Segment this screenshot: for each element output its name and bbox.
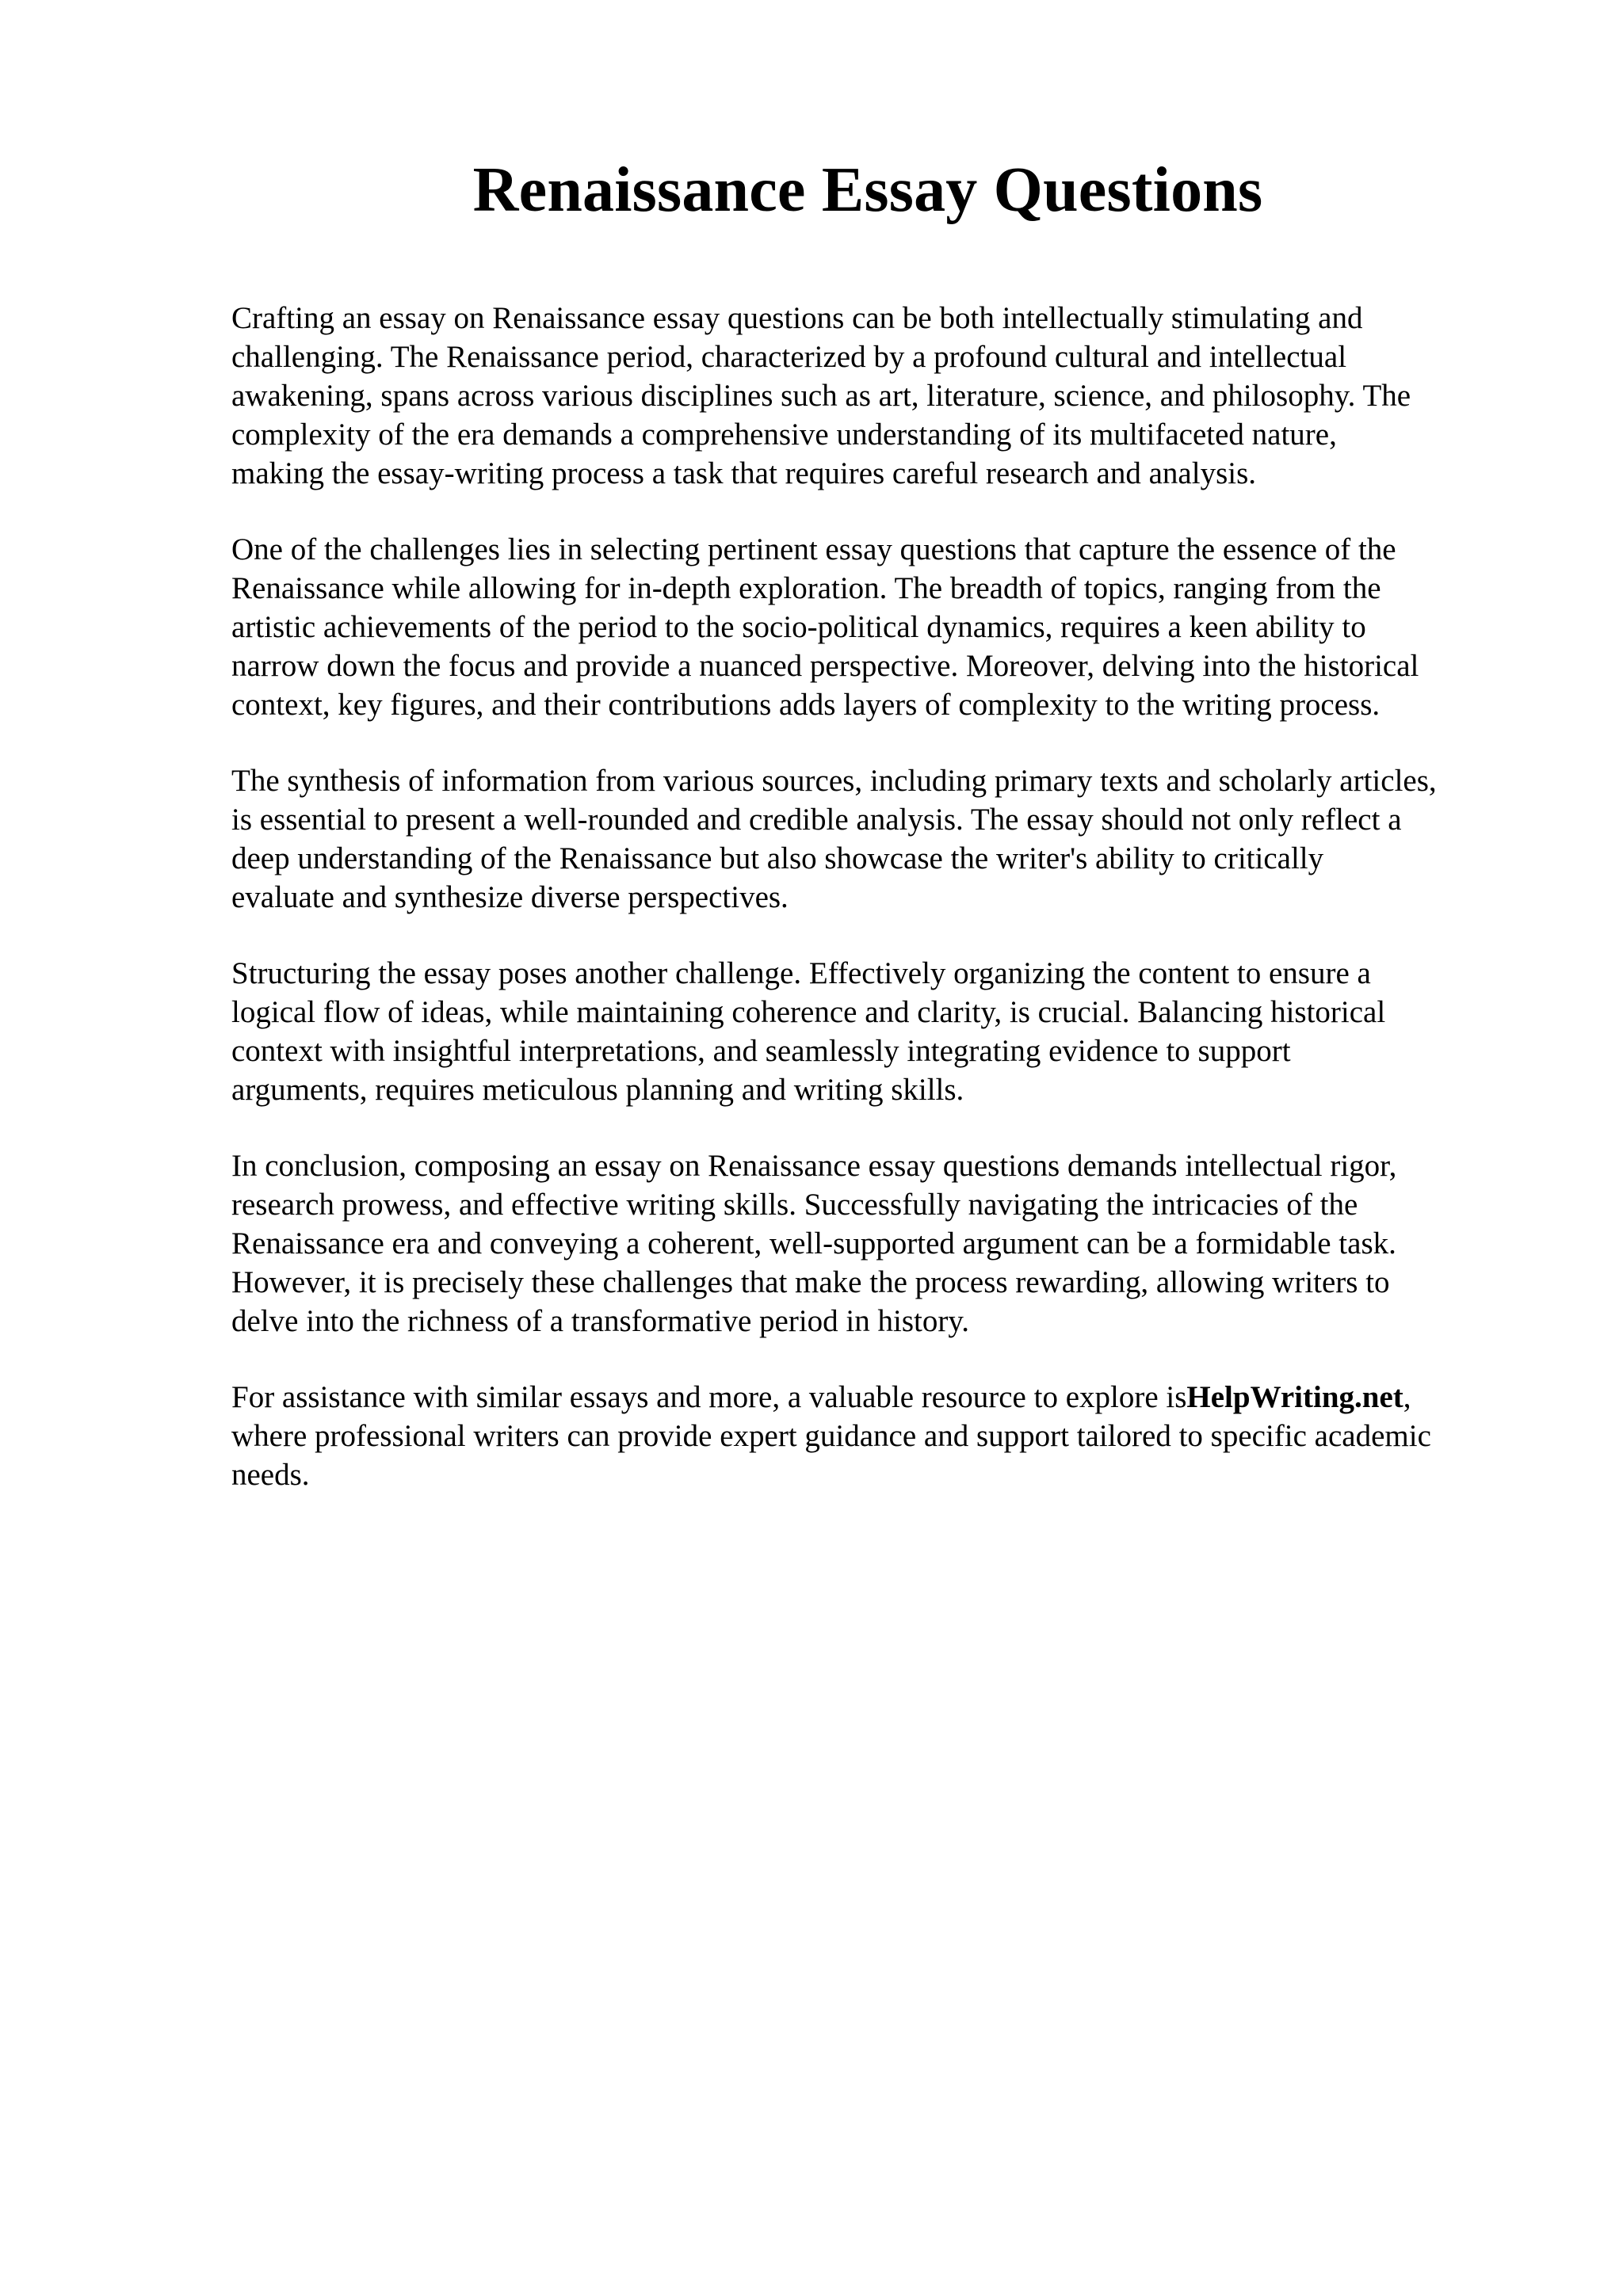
document-body [231,299,1539,1531]
paragraph-line: deep understanding of the Renaissance but also showcase the writer's ability to critically [231,841,1324,875]
closing-line-2: where professional writers can provide expert guidance and support tailored to specific academic [231,1419,1431,1453]
paragraph-line: context with insightful interpretations, and seamlessly integrating evidence to support [231,1034,1291,1068]
closing-comma: , [1403,1380,1411,1414]
paragraph-line: Renaissance era and conveying a coherent, well-supported argument can be a formidable task. [231,1226,1396,1261]
paragraph-closing [231,1378,1539,1494]
paragraph-line: artistic achievements of the period to the socio-political dynamics, requires a keen ability to [231,610,1366,644]
paragraph-line: In conclusion, composing an essay on Renaissance essay questions demands intellectual rigor, [231,1149,1397,1183]
paragraph-line: Crafting an essay on Renaissance essay questions can be both intellectually stimulating and [231,301,1363,335]
closing-line-1 [231,1378,1539,1417]
paragraph-line: arguments, requires meticulous planning and writing skills. [231,1073,964,1107]
paragraph-line: making the essay-writing process a task that requires careful research and analysis. [231,456,1257,490]
paragraph-line: delve into the richness of a transformative period in history. [231,1304,970,1338]
paragraph-line: is essential to present a well-rounded and credible analysis. The essay should not only reflect a [231,803,1402,837]
paragraph-line: context, key figures, and their contributions adds layers of complexity to the writing process. [231,688,1381,722]
paragraph-line: evaluate and synthesize diverse perspectives. [231,880,789,914]
paragraph-line: Renaissance while allowing for in-depth exploration. The breadth of topics, ranging from the [231,571,1381,605]
helpwriting-link[interactable]: HelpWriting.net [1186,1380,1403,1414]
closing-line-3: needs. [231,1458,310,1492]
paragraph-line: The synthesis of information from various sources, including primary texts and scholarly articles, [231,764,1437,798]
paragraph-line: One of the challenges lies in selecting pertinent essay questions that capture the essence of the [231,532,1396,566]
paragraph-line: research prowess, and effective writing skills. Successfully navigating the intricacies of the [231,1188,1358,1222]
paragraph-line: awakening, spans across various disciplines such as art, literature, science, and philosophy. The [231,379,1411,413]
paragraph-line: narrow down the focus and provide a nuanced perspective. Moreover, delving into the historical [231,649,1419,683]
paragraph-challenges [231,530,1539,724]
paragraph-conclusion [231,1146,1539,1341]
paragraph-line: Structuring the essay poses another challenge. Effectively organizing the content to ensure a [231,956,1371,990]
paragraph-synthesis [231,761,1539,917]
paragraph-structure [231,954,1539,1109]
paragraph-line: challenging. The Renaissance period, characterized by a profound cultural and intellectual [231,340,1347,374]
paragraph-line: complexity of the era demands a comprehensive understanding of its multifaceted nature, [231,418,1337,452]
paragraph-intro [231,299,1539,493]
paragraph-line: However, it is precisely these challenges that make the process rewarding, allowing writers to [231,1265,1390,1299]
page-title: Renaissance Essay Questions [472,155,1263,225]
paragraph-line: logical flow of ideas, while maintaining coherence and clarity, is crucial. Balancing historical [231,995,1386,1029]
closing-prefix: For assistance with similar essays and more, a valuable resource to explore is [231,1380,1187,1414]
